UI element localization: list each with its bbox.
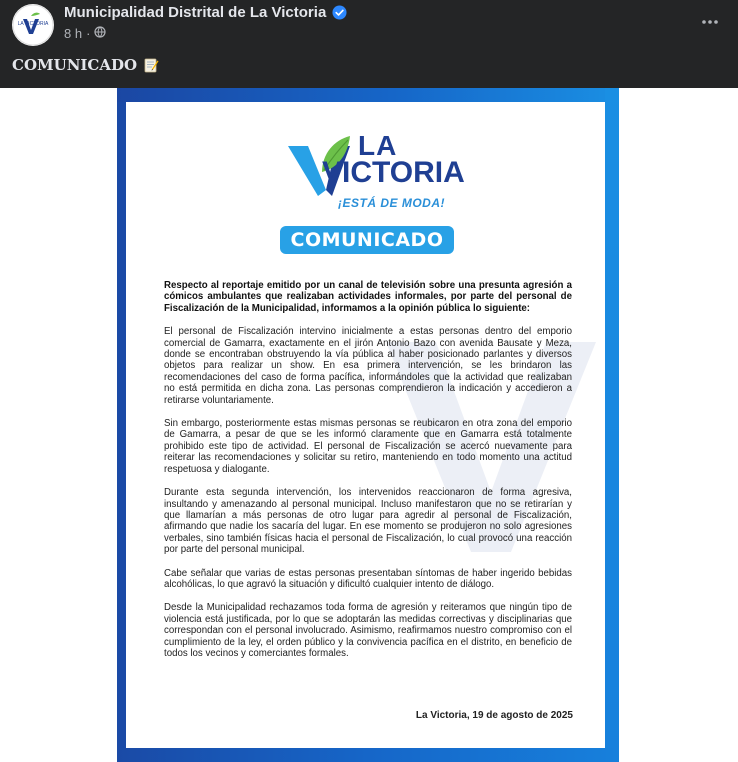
body-paragraph: Cabe señalar que varias de estas personas presentaban síntomas de haber ingerido bebidas alcohólicas, lo que agravó la situación y dificultó cualquier intento de diálogo.	[164, 567, 572, 590]
post-header	[0, 0, 738, 88]
meta-separator: ·	[86, 26, 91, 41]
memo-icon	[143, 57, 159, 73]
brand-tagline: ¡ESTÁ DE MODA!	[338, 196, 445, 210]
lead-paragraph: Respecto al reportaje emitido por un canal de televisión sobre una presunta agresión a cómicos ambulantes que realizaban actividades informales, por parte del personal de Fiscalización de la Municipalidad, informamos a la opinión pública lo siguiente:	[164, 280, 572, 314]
body-paragraph: El personal de Fiscalización intervino inicialmente a estas personas dentro del emporio comercial de Gamarra, exactamente en el jirón Antonio Bazo con avenida Bausate y Meza, donde se encontraban obstruyendo la vía pública al haber posicionado parlantes y diversos objetos para realizar un show. En esa primera intervención, se les brindaron las recomendaciones del caso de forma pacífica, informándoles que la actividad que realizaban no está permitida en dicha zona. Las personas comprendieron la indicación y accedieron a retirarse voluntariamente.	[164, 326, 572, 406]
document-signoff: La Victoria, 19 de agosto de 2025	[415, 710, 573, 721]
logo-v-left-icon	[288, 146, 326, 196]
avatar-text: LA VICTORIA	[17, 21, 49, 27]
verified-badge-icon	[332, 5, 347, 20]
frame-right-bar	[605, 88, 619, 762]
document-page	[126, 102, 605, 748]
body-paragraph: Durante esta segunda intervención, los intervenidos reaccionaron de forma agresiva, insultando y amenazando al personal municipal. Incluso manifestaron que no se retirarían y que llamarían a más personas de otro lugar para agredir al personal de Fiscalización, afirmando que nadie los sacaría del lugar. En ese momento se produjeron no solo agresiones verbales, sino también físicas hacia el personal de Fiscalización, lo cual provocó una reacción por parte del personal municipal.	[164, 487, 572, 556]
avatar-logo	[12, 4, 54, 46]
more-options-icon[interactable]	[698, 12, 722, 36]
frame-left-bar	[117, 88, 126, 762]
body-paragraph: Sin embargo, posteriormente estas mismas personas se reubicaron en otra zona del emporio de Gamarra, a pesar de que se les informó claramente que en Gamarra está totalmente prohibido este tipo de actividad. El personal de Fiscalización se acercó nuevamente para reiterar las recomendaciones y solicitar su retiro, manteniendo en todo momento una actitud respetuosa y dialogante.	[164, 418, 572, 475]
post-timestamp[interactable]: 8 h	[64, 26, 83, 41]
globe-icon	[94, 26, 106, 41]
page-name-row	[64, 4, 347, 21]
document-body	[164, 280, 572, 671]
brand-victoria-text: VICTORIA	[322, 156, 465, 189]
frame-top-bar	[117, 88, 619, 102]
body-paragraph: Desde la Municipalidad rechazamos toda forma de agresión y reiteramos que ningún tipo de violencia está justificada, por lo que se adoptarán las medidas correctivas y disciplinarias que correspondan con el personal involucrado. Asimismo, reafirmamos nuestro compromiso con el cumplimiento de la ley, el orden público y la convivencia pacífica en el distrito, en beneficio de todos los vecinos y comerciantes formales.	[164, 602, 572, 659]
post-image[interactable]	[0, 88, 738, 762]
page-avatar[interactable]	[12, 4, 54, 46]
page-name-link[interactable]: Municipalidad Distrital de La Victoria	[64, 4, 327, 21]
frame-bottom-bar	[117, 748, 619, 762]
post-meta	[64, 26, 106, 41]
post-caption-row	[12, 56, 159, 74]
document-title: COMUNICADO	[280, 226, 454, 254]
post-caption: COMUNICADO	[12, 56, 138, 74]
brand-la-text: LA	[358, 130, 398, 161]
